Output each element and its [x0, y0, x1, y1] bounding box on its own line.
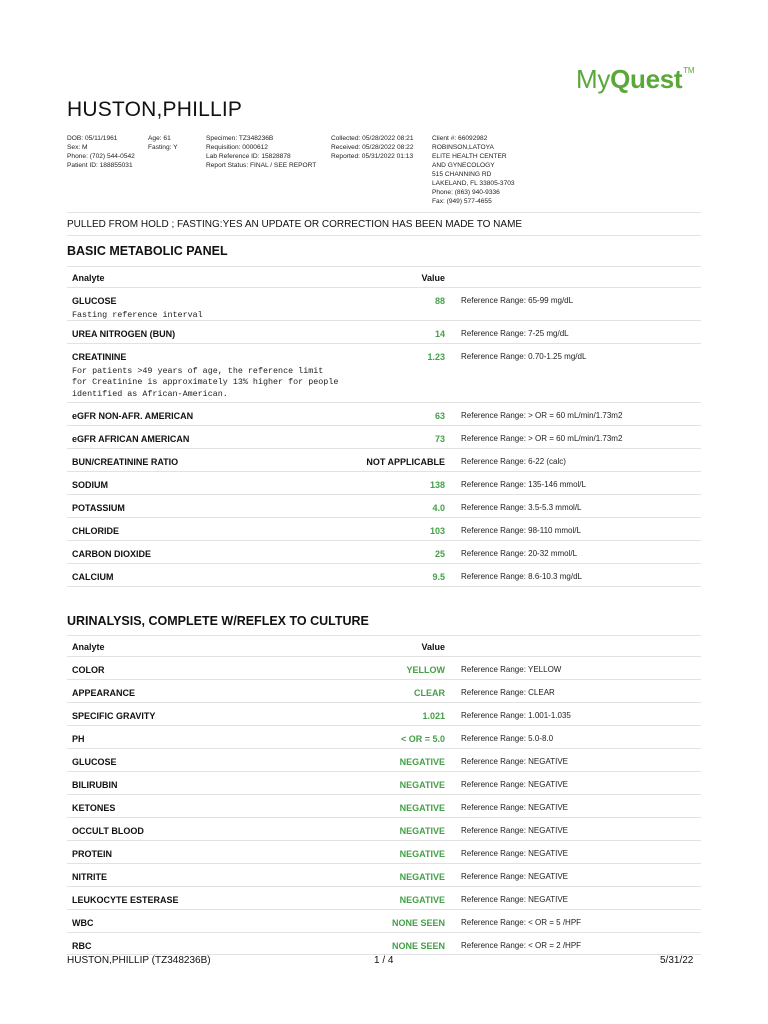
table-row	[67, 449, 701, 472]
client-address: 515 CHANNING RD	[432, 171, 492, 178]
table-header	[67, 635, 701, 657]
analyte-name: BUN/CREATININE RATIO	[72, 457, 179, 467]
sex: Sex: M	[67, 144, 88, 151]
analyte-value: 14	[434, 329, 445, 339]
analyte-name: COLOR	[72, 665, 105, 675]
urinalysis-table	[67, 635, 701, 955]
table-row	[67, 726, 701, 749]
analyte-name: PH	[72, 734, 85, 744]
analyte-name: CALCIUM	[72, 572, 114, 582]
analyte-value: NOT APPLICABLE	[366, 457, 445, 467]
table-header	[67, 266, 701, 288]
footer-patient: HUSTON,PHILLIP (TZ348236B)	[67, 955, 211, 966]
analyte-value: CLEAR	[414, 688, 445, 698]
analyte-value: 73	[434, 434, 445, 444]
analyte-name: APPEARANCE	[72, 688, 136, 698]
analyte-name: CARBON DIOXIDE	[72, 549, 152, 559]
table-row	[67, 818, 701, 841]
collected: Collected: 05/28/2022 08:21	[331, 135, 414, 142]
analyte-value: NONE SEEN	[391, 941, 445, 951]
analyte-value: NEGATIVE	[399, 872, 445, 882]
analyte-value: 1.23	[427, 352, 445, 362]
analyte-value: NEGATIVE	[399, 780, 445, 790]
analyte-name: WBC	[72, 918, 94, 928]
analyte-value: 1.021	[422, 711, 445, 721]
reference-range: Reference Range: 5.0-8.0	[461, 734, 554, 743]
analyte-name: OCCULT BLOOD	[72, 826, 144, 836]
client-org-line1: ELITE HEALTH CENTER	[432, 153, 507, 160]
reference-range: Reference Range: > OR = 60 mL/min/1.73m2	[461, 411, 623, 420]
report-note: PULLED FROM HOLD ; FASTING:YES AN UPDATE OR CORRECTION HAS BEEN MADE TO NAME	[67, 219, 523, 230]
fasting: Fasting: Y	[148, 144, 178, 151]
analyte-value: NEGATIVE	[399, 849, 445, 859]
table-row	[67, 288, 701, 321]
client-info	[432, 134, 515, 206]
reference-range: Reference Range: > OR = 60 mL/min/1.73m2	[461, 434, 623, 443]
analyte-name: NITRITE	[72, 872, 107, 882]
analyte-name: KETONES	[72, 803, 116, 813]
analyte-name: GLUCOSE	[72, 757, 117, 767]
table-row	[67, 772, 701, 795]
reference-range: Reference Range: NEGATIVE	[461, 895, 569, 904]
table-row	[67, 344, 701, 403]
reference-range: Reference Range: 135-146 mmol/L	[461, 480, 586, 489]
age: Age: 61	[148, 135, 171, 142]
myquest-logo	[576, 64, 694, 95]
header-analyte: Analyte	[72, 642, 105, 652]
reference-range: Reference Range: NEGATIVE	[461, 826, 569, 835]
table-row	[67, 472, 701, 495]
client-phone: Phone: (863) 940-9336	[432, 189, 500, 196]
reference-range: Reference Range: NEGATIVE	[461, 780, 569, 789]
reference-range: Reference Range: 8.6-10.3 mg/dL	[461, 572, 582, 581]
analyte-name: GLUCOSE	[72, 296, 117, 306]
analyte-name: CREATININE	[72, 352, 127, 362]
patient-age-fasting	[148, 134, 178, 152]
table-row	[67, 703, 701, 726]
table-row	[67, 680, 701, 703]
analyte-name: UREA NITROGEN (BUN)	[72, 329, 176, 339]
table-row	[67, 657, 701, 680]
analyte-value: 103	[429, 526, 445, 536]
table-row	[67, 403, 701, 426]
panel-title-urinalysis: URINALYSIS, COMPLETE W/REFLEX TO CULTURE	[67, 614, 369, 628]
analyte-name: LEUKOCYTE ESTERASE	[72, 895, 179, 905]
client-number: Client #: 66092982	[432, 135, 488, 142]
reference-range: Reference Range: YELLOW	[461, 665, 562, 674]
analyte-name: POTASSIUM	[72, 503, 125, 513]
analyte-name: CHLORIDE	[72, 526, 119, 536]
reference-range: Reference Range: NEGATIVE	[461, 757, 569, 766]
table-row	[67, 933, 701, 955]
footer-page-number: 1 / 4	[374, 955, 394, 966]
table-row	[67, 795, 701, 818]
client-org-line2: AND GYNECOLOGY	[432, 162, 495, 169]
bmp-table	[67, 266, 701, 587]
analyte-name: RBC	[72, 941, 92, 951]
table-row	[67, 749, 701, 772]
client-fax: Fax: (949) 577-4655	[432, 198, 492, 205]
client-physician: ROBINSON,LATOYA	[432, 144, 494, 151]
requisition: Requisition: 0000612	[206, 144, 268, 151]
logo-text-bold: Quest	[610, 64, 683, 94]
patient-demographics	[67, 134, 135, 170]
reference-range: Reference Range: NEGATIVE	[461, 849, 569, 858]
dob: DOB: 05/11/1961	[67, 135, 118, 142]
panel-title-bmp: BASIC METABOLIC PANEL	[67, 244, 228, 258]
specimen-info	[206, 134, 316, 170]
reference-range: Reference Range: 0.70-1.25 mg/dL	[461, 352, 587, 361]
analyte-value: 4.0	[432, 503, 445, 513]
analyte-value: YELLOW	[406, 665, 445, 675]
analyte-value: 25	[434, 549, 445, 559]
received: Received: 05/28/2022 08:22	[331, 144, 414, 151]
analyte-value: NEGATIVE	[399, 826, 445, 836]
analyte-value: NEGATIVE	[399, 895, 445, 905]
client-city: LAKELAND, FL 33805-3703	[432, 180, 515, 187]
analyte-name: SPECIFIC GRAVITY	[72, 711, 156, 721]
lab-reference-id: Lab Reference ID: 15828878	[206, 153, 291, 160]
reference-range: Reference Range: 3.5-5.3 mmol/L	[461, 503, 582, 512]
reference-range: Reference Range: < OR = 2 /HPF	[461, 941, 582, 950]
reference-range: Reference Range: 98-110 mmol/L	[461, 526, 581, 535]
patient-name: HUSTON,PHILLIP	[67, 98, 243, 121]
logo-text-light: My	[576, 64, 611, 94]
analyte-comment: For patients >49 years of age, the reference limit for Creatinine is approximately 13% higher for people identified as African-American.	[72, 366, 339, 399]
analyte-value: 63	[434, 411, 445, 421]
divider	[67, 235, 701, 236]
table-row	[67, 495, 701, 518]
collection-dates	[331, 134, 414, 161]
analyte-name: eGFR NON-AFR. AMERICAN	[72, 411, 194, 421]
analyte-name: SODIUM	[72, 480, 108, 490]
table-row	[67, 864, 701, 887]
phone: Phone: (702) 544-0542	[67, 153, 135, 160]
analyte-value: NONE SEEN	[391, 918, 445, 928]
header-value: Value	[421, 642, 445, 652]
analyte-value: < OR = 5.0	[400, 734, 445, 744]
analyte-value: 138	[429, 480, 445, 490]
logo-trademark: TM	[683, 66, 695, 75]
analyte-value: NEGATIVE	[399, 757, 445, 767]
analyte-name: eGFR AFRICAN AMERICAN	[72, 434, 190, 444]
reference-range: Reference Range: NEGATIVE	[461, 872, 569, 881]
analyte-value: 88	[434, 296, 445, 306]
header-analyte: Analyte	[72, 273, 105, 283]
patient-id: Patient ID: 188855031	[67, 162, 133, 169]
reference-range: Reference Range: 65-99 mg/dL	[461, 296, 574, 305]
analyte-value: NEGATIVE	[399, 803, 445, 813]
table-row	[67, 841, 701, 864]
report-status: Report Status: FINAL / SEE REPORT	[206, 162, 317, 169]
table-row	[67, 564, 701, 587]
reported: Reported: 05/31/2022 01:13	[331, 153, 414, 160]
reference-range: Reference Range: 1.001-1.035	[461, 711, 571, 720]
analyte-name: BILIRUBIN	[72, 780, 118, 790]
divider	[67, 212, 701, 213]
reference-range: Reference Range: NEGATIVE	[461, 803, 569, 812]
table-row	[67, 910, 701, 933]
table-row	[67, 541, 701, 564]
header-value: Value	[421, 273, 445, 283]
table-row	[67, 426, 701, 449]
reference-range: Reference Range: 6-22 (calc)	[461, 457, 566, 466]
specimen: Specimen: TZ348236B	[206, 135, 274, 142]
reference-range: Reference Range: 7-25 mg/dL	[461, 329, 569, 338]
table-row	[67, 887, 701, 910]
reference-range: Reference Range: CLEAR	[461, 688, 555, 697]
footer-date: 5/31/22	[660, 955, 694, 966]
reference-range: Reference Range: 20-32 mmol/L	[461, 549, 578, 558]
analyte-name: PROTEIN	[72, 849, 113, 859]
analyte-comment: Fasting reference interval	[72, 310, 203, 320]
analyte-value: 9.5	[432, 572, 445, 582]
table-row	[67, 321, 701, 344]
table-row	[67, 518, 701, 541]
reference-range: Reference Range: < OR = 5 /HPF	[461, 918, 582, 927]
